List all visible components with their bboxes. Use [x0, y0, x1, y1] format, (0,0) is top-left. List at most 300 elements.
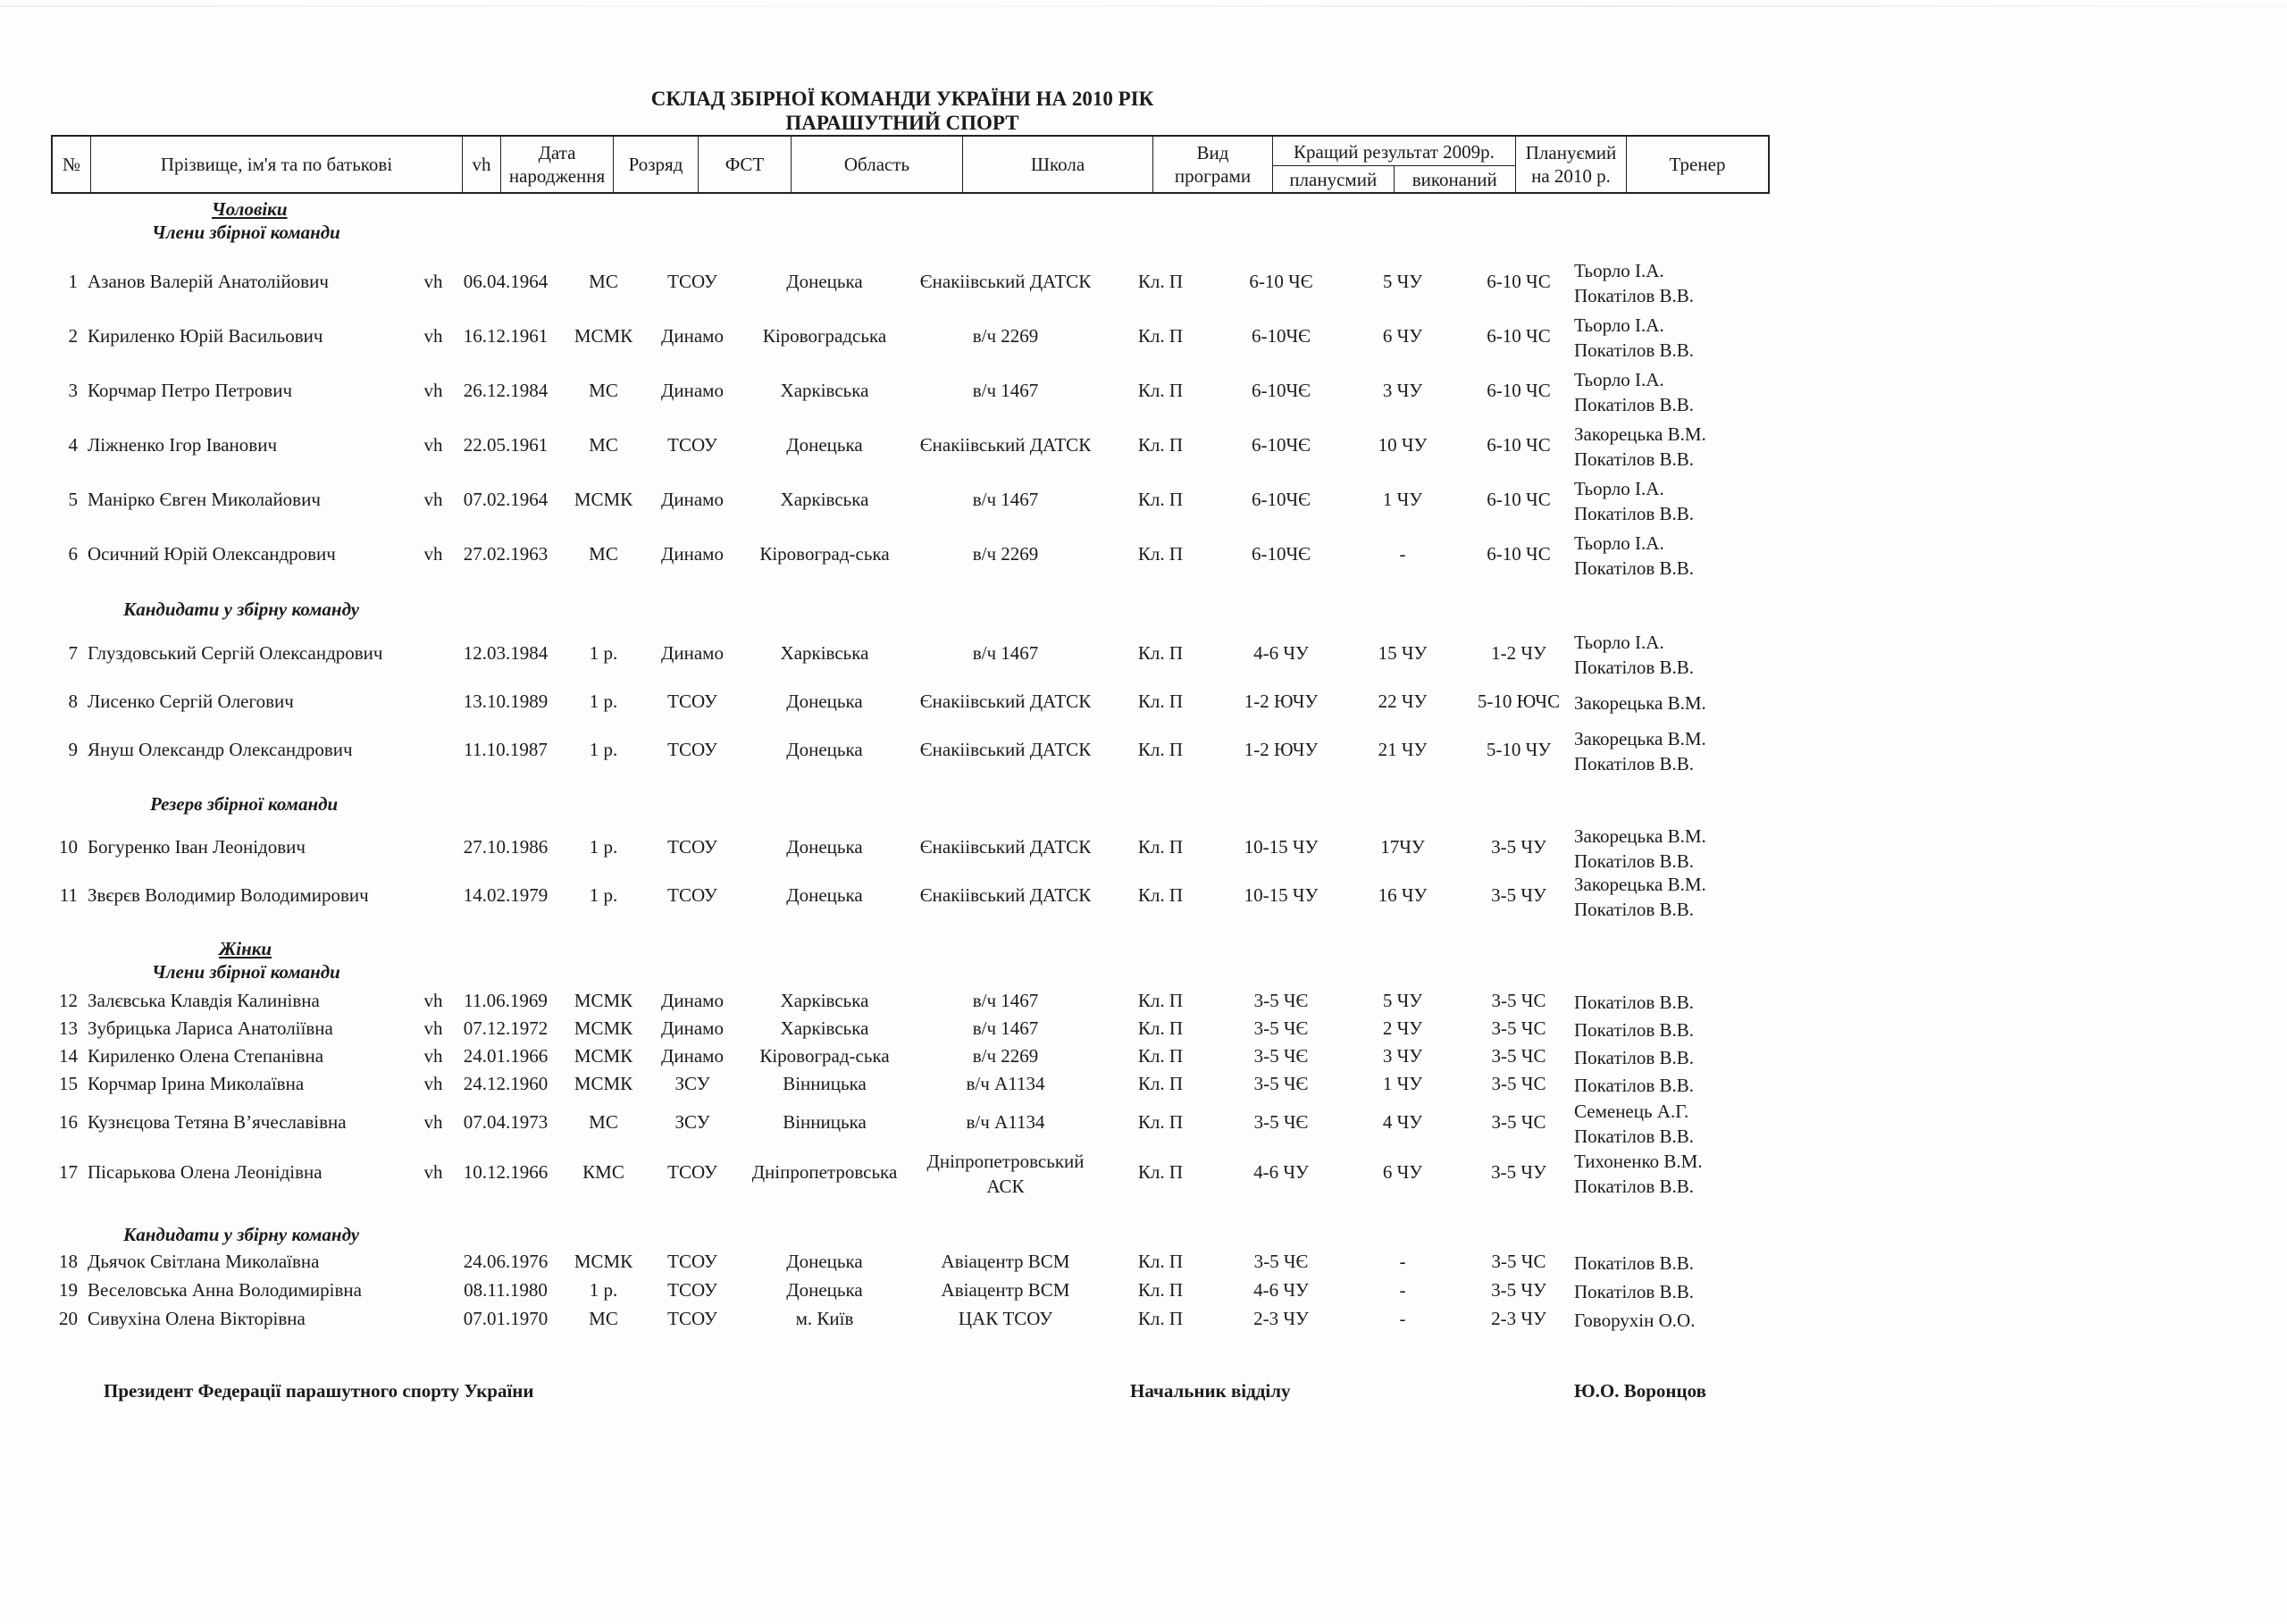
row-rank: 1 р. [589, 1279, 618, 1301]
row-fst: Динамо [661, 325, 724, 347]
row-number: 17 [59, 1161, 78, 1183]
header-fst-label: ФСТ [725, 153, 765, 175]
row-best-planned: 10-15 ЧУ [1244, 884, 1319, 906]
row-name: Сивухіна Олена Вікторівна [88, 1308, 306, 1329]
row-school: в/ч 1467 [972, 489, 1039, 510]
row-coach [1574, 1045, 1694, 1070]
row-number: 9 [68, 739, 78, 760]
row-coach-1: Покатілов В.В. [1574, 992, 1694, 1013]
document-subtitle: ПАРАШУТНИЙ СПОРТ [785, 112, 1019, 134]
row-plan: 1-2 ЧУ [1491, 642, 1546, 664]
row-coach-1: Семенець А.Г. [1574, 1101, 1689, 1122]
row-best-done: 6 ЧУ [1382, 325, 1423, 347]
section-women-candidates: Кандидати у збірну команду [123, 1224, 360, 1245]
row-region: Донецька [786, 1279, 863, 1301]
row-school: в/ч А1134 [966, 1073, 1045, 1094]
row-name: Корчмар Петро Петрович [88, 380, 293, 401]
row-coach-1: Тьорло І.А. [1574, 369, 1664, 390]
row-program: Кл. П [1137, 1251, 1184, 1272]
row-plan: 3-5 ЧС [1491, 990, 1546, 1011]
header-rank-label: Розряд [628, 153, 683, 175]
row-school: в/ч А1134 [966, 1111, 1045, 1133]
row-best-planned: 3-5 ЧЄ [1253, 1045, 1309, 1067]
row-number: 8 [68, 691, 78, 712]
row-coach-1: Покатілов В.В. [1574, 1252, 1694, 1274]
section-men: Чоловіки [212, 198, 288, 220]
row-name: Осичний Юрій Олександрович [88, 543, 336, 565]
header-school-label: Школа [1030, 153, 1085, 175]
row-region: Донецька [786, 1251, 863, 1272]
row-number: 14 [59, 1045, 78, 1067]
row-coach [1574, 258, 1694, 308]
row-coach [1574, 726, 1706, 776]
row-rank: МС [589, 543, 618, 565]
row-name: Глуздовський Сергій Олександрович [88, 642, 383, 664]
row-name: Дьячок Світлана Миколаївна [88, 1251, 320, 1272]
header-school [963, 137, 1153, 192]
header-program [1153, 137, 1273, 192]
row-number: 15 [59, 1073, 78, 1094]
row-region: м. Київ [795, 1308, 854, 1329]
row-number: 3 [68, 380, 78, 401]
row-best-planned: 3-5 ЧЄ [1253, 1017, 1309, 1039]
row-fst: Динамо [661, 990, 724, 1011]
row-dob: 26.12.1984 [463, 380, 549, 401]
row-program: Кл. П [1137, 271, 1184, 292]
row-program: Кл. П [1137, 543, 1184, 565]
row-best-planned: 10-15 ЧУ [1244, 836, 1319, 858]
row-school: Авіацентр ВСМ [941, 1279, 1070, 1301]
row-number: 6 [68, 543, 78, 565]
row-name: Кириленко Юрій Васильович [88, 325, 323, 347]
row-best-done: 5 ЧУ [1382, 271, 1423, 292]
row-school: Єнакіівський ДАТСК [919, 884, 1092, 906]
row-coach [1574, 531, 1694, 581]
row-plan: 3-5 ЧУ [1491, 1279, 1546, 1301]
header-plan [1516, 137, 1627, 192]
row-plan: 3-5 ЧУ [1491, 884, 1546, 906]
row-number: 7 [68, 642, 78, 664]
row-best-planned: 3-5 ЧЄ [1253, 1251, 1309, 1272]
row-coach-2: Покатілов В.В. [1574, 339, 1694, 361]
row-coach [1574, 1073, 1694, 1098]
row-best-planned: 6-10ЧЄ [1251, 325, 1311, 347]
header-vh [463, 137, 501, 192]
row-rank: 1 р. [589, 739, 618, 760]
header-coach [1627, 137, 1768, 192]
row-region: Харківська [780, 380, 869, 401]
header-best-planned: планусмий [1273, 166, 1395, 194]
document-title: СКЛАД ЗБІРНОЇ КОМАНДИ УКРАЇНИ НА 2010 РІК [650, 88, 1154, 110]
row-school: в/ч 1467 [972, 1017, 1039, 1039]
row-fst: ТСОУ [667, 1308, 717, 1329]
row-name: Кириленко Олена Степанівна [88, 1045, 324, 1067]
row-plan: 3-5 ЧС [1491, 1017, 1546, 1039]
header-plan-line2: на 2010 р. [1531, 165, 1611, 187]
row-best-done: 10 ЧУ [1378, 434, 1428, 456]
row-rank: МСМК [574, 1017, 633, 1039]
row-coach-1: Закорецька В.М. [1574, 728, 1706, 749]
row-number: 19 [59, 1279, 78, 1301]
row-vh: vh [423, 380, 443, 401]
row-region: Донецька [786, 691, 863, 712]
row-region: Донецька [786, 271, 863, 292]
row-best-done: 3 ЧУ [1382, 380, 1423, 401]
row-dob: 24.01.1966 [463, 1045, 549, 1067]
row-plan: 6-10 ЧС [1487, 434, 1551, 456]
row-number: 18 [59, 1251, 78, 1272]
header-vh-label: vh [472, 153, 491, 175]
row-region: Харківська [780, 990, 869, 1011]
row-school: Авіацентр ВСМ [941, 1251, 1070, 1272]
row-fst: Динамо [661, 1017, 724, 1039]
row-coach-2: Покатілов В.В. [1574, 557, 1694, 579]
footer-signature: Ю.О. Воронцов [1574, 1380, 1706, 1402]
row-coach [1574, 824, 1706, 874]
row-school: Єнакіівський ДАТСК [919, 739, 1092, 760]
row-program: Кл. П [1137, 990, 1184, 1011]
row-fst: ТСОУ [667, 836, 717, 858]
row-best-planned: 3-5 ЧЄ [1253, 990, 1309, 1011]
row-fst: Динамо [661, 1045, 724, 1067]
header-dob-line2: народження [508, 165, 606, 187]
row-best-planned: 3-5 ЧЄ [1253, 1073, 1309, 1094]
header-no [53, 137, 91, 192]
scan-artifact [0, 5, 2287, 7]
row-best-done: 6 ЧУ [1382, 1161, 1423, 1183]
row-rank: МСМК [574, 1073, 633, 1094]
row-name: Ліжненко Ігор Іванович [88, 434, 278, 456]
row-best-planned: 4-6 ЧУ [1253, 1279, 1309, 1301]
row-region: Кіровоградська [762, 325, 887, 347]
row-school: ЦАК ТСОУ [958, 1308, 1053, 1329]
row-best-planned: 4-6 ЧУ [1253, 642, 1309, 664]
row-fst: ТСОУ [667, 884, 717, 906]
header-dob [501, 137, 614, 192]
row-best-planned: 6-10 ЧЄ [1249, 271, 1313, 292]
row-coach-1: Тьорло І.А. [1574, 478, 1664, 499]
row-fst: ЗСУ [674, 1111, 710, 1133]
row-number: 10 [59, 836, 78, 858]
row-region: Харківська [780, 489, 869, 510]
row-best-done: 2 ЧУ [1382, 1017, 1423, 1039]
row-program: Кл. П [1137, 884, 1184, 906]
row-coach [1574, 1251, 1694, 1276]
row-region: Донецька [786, 739, 863, 760]
row-coach-1: Тьорло І.А. [1574, 632, 1664, 653]
header-name [91, 137, 463, 192]
footer-head: Начальник відділу [1130, 1380, 1291, 1402]
row-rank: МС [589, 434, 618, 456]
row-dob: 07.01.1970 [463, 1308, 549, 1329]
row-coach-2: Покатілов В.В. [1574, 285, 1694, 306]
row-program: Кл. П [1137, 1073, 1184, 1094]
row-best-done: 21 ЧУ [1378, 739, 1428, 760]
header-best-sub [1273, 166, 1515, 194]
row-best-done: 16 ЧУ [1378, 884, 1428, 906]
row-region: Кіровоград-ська [759, 543, 890, 565]
header-no-label: № [62, 153, 81, 175]
row-region: Донецька [786, 434, 863, 456]
row-vh: vh [423, 325, 443, 347]
row-best-done: 22 ЧУ [1378, 691, 1428, 712]
row-region: Дніпропетровська [751, 1161, 898, 1183]
row-region: Донецька [786, 884, 863, 906]
row-vh: vh [423, 543, 443, 565]
row-coach [1574, 476, 1694, 526]
row-name: Звєрєв Володимир Володимирович [88, 884, 369, 906]
header-rank [614, 137, 699, 192]
row-best-planned: 6-10ЧЄ [1251, 543, 1311, 565]
row-dob: 27.10.1986 [463, 836, 549, 858]
row-program: Кл. П [1137, 642, 1184, 664]
row-best-planned: 6-10ЧЄ [1251, 489, 1311, 510]
row-program: Кл. П [1137, 1017, 1184, 1039]
row-school: Єнакіівський ДАТСК [919, 691, 1092, 712]
row-region: Вінницька [783, 1073, 867, 1094]
row-vh: vh [423, 1045, 443, 1067]
row-name: Зубрицька Лариса Анатоліївна [88, 1017, 333, 1039]
row-coach-1: Закорецька В.М. [1574, 423, 1706, 445]
row-dob: 12.03.1984 [463, 642, 549, 664]
section-men-reserve: Резерв збірної команди [150, 793, 339, 815]
row-best-done: - [1399, 543, 1406, 565]
row-vh: vh [423, 1111, 443, 1133]
row-coach [1574, 422, 1706, 472]
row-coach-1: Покатілов В.В. [1574, 1075, 1694, 1096]
row-best-done: 1 ЧУ [1382, 489, 1423, 510]
header-best-title: Кращий результат 2009р. [1273, 138, 1515, 166]
row-number: 20 [59, 1308, 78, 1329]
row-best-planned: 1-2 ЮЧУ [1244, 691, 1319, 712]
row-number: 12 [59, 990, 78, 1011]
row-coach [1574, 872, 1706, 922]
row-school: Єнакіівський ДАТСК [919, 271, 1092, 292]
header-best-result [1273, 137, 1516, 192]
row-coach [1574, 1149, 1703, 1199]
row-school: в/ч 1467 [972, 990, 1039, 1011]
row-coach-2: Покатілов В.В. [1574, 394, 1694, 415]
row-fst: ТСОУ [667, 691, 717, 712]
row-dob: 14.02.1979 [463, 884, 549, 906]
row-plan: 6-10 ЧС [1487, 489, 1551, 510]
row-number: 2 [68, 325, 78, 347]
row-coach [1574, 1017, 1694, 1042]
row-dob: 07.02.1964 [463, 489, 549, 510]
row-name: Залєвська Клавдія Калинівна [88, 990, 320, 1011]
row-name: Азанов Валерій Анатолійович [88, 271, 329, 292]
row-rank: МС [589, 1308, 618, 1329]
row-coach-1: Тьорло І.А. [1574, 260, 1664, 281]
row-vh: vh [423, 271, 443, 292]
row-number: 5 [68, 489, 78, 510]
row-school: в/ч 1467 [972, 642, 1039, 664]
row-dob: 24.12.1960 [463, 1073, 549, 1094]
row-coach-2: Покатілов В.В. [1574, 1126, 1694, 1147]
header-program-line1: Вид [1196, 141, 1229, 163]
row-fst: ТСОУ [667, 1251, 717, 1272]
header-region-label: Область [843, 153, 910, 175]
row-best-planned: 4-6 ЧУ [1253, 1161, 1309, 1183]
row-program: Кл. П [1137, 691, 1184, 712]
row-best-planned: 6-10ЧЄ [1251, 434, 1311, 456]
row-fst: ТСОУ [667, 1279, 717, 1301]
row-plan: 3-5 ЧС [1491, 1251, 1546, 1272]
row-rank: 1 р. [589, 642, 618, 664]
row-coach-2: Покатілов В.В. [1574, 899, 1694, 920]
row-school: Єнакіівський ДАТСК [919, 836, 1092, 858]
footer-president: Президент Федерації парашутного спорту України [104, 1380, 534, 1402]
row-fst: ТСОУ [667, 1161, 717, 1183]
row-program: Кл. П [1137, 836, 1184, 858]
row-region: Харківська [780, 1017, 869, 1039]
row-rank: МС [589, 1111, 618, 1133]
row-coach-1: Покатілов В.В. [1574, 1281, 1694, 1302]
row-region: Донецька [786, 836, 863, 858]
row-program: Кл. П [1137, 1308, 1184, 1329]
row-vh: vh [423, 1073, 443, 1094]
row-plan: 6-10 ЧС [1487, 271, 1551, 292]
row-best-planned: 1-2 ЮЧУ [1244, 739, 1319, 760]
row-fst: Динамо [661, 642, 724, 664]
row-best-planned: 6-10ЧЄ [1251, 380, 1311, 401]
row-region: Харківська [780, 642, 869, 664]
row-name: Януш Олександр Олександрович [88, 739, 353, 760]
row-number: 4 [68, 434, 78, 456]
row-program: Кл. П [1137, 325, 1184, 347]
row-dob: 10.12.1966 [463, 1161, 549, 1183]
row-best-done: - [1399, 1251, 1406, 1272]
header-dob-line1: Дата [538, 141, 576, 163]
row-coach-1: Тьорло І.А. [1574, 314, 1664, 336]
row-plan: 5-10 ЮЧС [1477, 691, 1561, 712]
row-plan: 3-5 ЧУ [1491, 836, 1546, 858]
row-best-done: 5 ЧУ [1382, 990, 1423, 1011]
row-vh: vh [423, 990, 443, 1011]
row-rank: МС [589, 271, 618, 292]
row-plan: 3-5 ЧС [1491, 1111, 1546, 1133]
row-plan: 3-5 ЧС [1491, 1073, 1546, 1094]
row-dob: 16.12.1961 [463, 325, 549, 347]
header-fst [699, 137, 792, 192]
row-number: 13 [59, 1017, 78, 1039]
row-coach [1574, 990, 1694, 1015]
header-program-line2: програми [1174, 165, 1252, 187]
row-dob: 07.12.1972 [463, 1017, 549, 1039]
row-coach-1: Тьорло І.А. [1574, 532, 1664, 554]
row-name: Богуренко Іван Леонідович [88, 836, 306, 858]
header-plan-line1: Плануємий [1525, 141, 1617, 163]
row-rank: МСМК [574, 1251, 633, 1272]
row-rank: МС [589, 380, 618, 401]
row-fst: ТСОУ [667, 739, 717, 760]
row-coach-1: Говорухін О.О. [1574, 1310, 1696, 1331]
row-name: Веселовська Анна Володимирівна [88, 1279, 362, 1301]
row-coach-2: Покатілов В.В. [1574, 503, 1694, 524]
row-coach [1574, 630, 1694, 680]
row-best-done: - [1399, 1308, 1406, 1329]
row-coach [1574, 1308, 1695, 1333]
header-name-label: Прізвище, ім'я та по батькові [160, 153, 393, 175]
row-fst: Динамо [661, 380, 724, 401]
row-school: в/ч 1467 [972, 380, 1039, 401]
row-name: Кузнєцова Тетяна В’ячеславівна [88, 1111, 347, 1133]
row-name: Лисенко Сергій Олегович [88, 691, 294, 712]
row-coach-1: Тихоненко В.М. [1574, 1151, 1703, 1172]
row-best-done: - [1399, 1279, 1406, 1301]
row-plan: 2-3 ЧУ [1491, 1308, 1546, 1329]
row-coach-1: Закорецька В.М. [1574, 874, 1706, 895]
row-best-done: 15 ЧУ [1378, 642, 1428, 664]
row-name: Манірко Євген Миколайович [88, 489, 321, 510]
section-men-candidates: Кандидати у збірну команду [123, 599, 360, 620]
row-coach [1574, 1279, 1694, 1304]
row-vh: vh [423, 434, 443, 456]
row-school: Єнакіівський ДАТСК [919, 434, 1092, 456]
row-fst: Динамо [661, 489, 724, 510]
row-fst: Динамо [661, 543, 724, 565]
row-program: Кл. П [1137, 1111, 1184, 1133]
row-coach [1574, 367, 1694, 417]
row-dob: 08.11.1980 [464, 1279, 548, 1301]
row-name: Корчмар Ірина Миколаївна [88, 1073, 305, 1094]
row-plan: 6-10 ЧС [1487, 543, 1551, 565]
row-best-planned: 2-3 ЧУ [1253, 1308, 1309, 1329]
row-plan: 3-5 ЧС [1491, 1045, 1546, 1067]
row-region: Вінницька [783, 1111, 867, 1133]
row-dob: 27.02.1963 [463, 543, 549, 565]
row-coach [1574, 691, 1706, 716]
row-program: Кл. П [1137, 1045, 1184, 1067]
row-rank: КМС [582, 1161, 624, 1183]
row-fst: ТСОУ [667, 271, 717, 292]
row-plan: 6-10 ЧС [1487, 325, 1551, 347]
row-coach [1574, 1099, 1694, 1149]
row-coach-1: Покатілов В.В. [1574, 1019, 1694, 1041]
row-coach-2: Покатілов В.В. [1574, 850, 1694, 872]
row-rank: 1 р. [589, 836, 618, 858]
row-name: Пісарькова Олена Леонідівна [88, 1161, 323, 1183]
row-best-done: 1 ЧУ [1382, 1073, 1423, 1094]
row-number: 11 [59, 884, 78, 906]
section-women-members: Члени збірної команди [152, 961, 340, 983]
row-vh: vh [423, 489, 443, 510]
row-program: Кл. П [1137, 380, 1184, 401]
row-best-planned: 3-5 ЧЄ [1253, 1111, 1309, 1133]
row-coach-2: Покатілов В.В. [1574, 753, 1694, 774]
row-fst: ЗСУ [674, 1073, 710, 1094]
row-program: Кл. П [1137, 434, 1184, 456]
row-number: 1 [68, 271, 78, 292]
row-rank: 1 р. [589, 691, 618, 712]
row-program: Кл. П [1137, 489, 1184, 510]
row-dob: 11.06.1969 [464, 990, 548, 1011]
row-school: в/ч 2269 [972, 543, 1039, 565]
row-rank: МСМК [574, 1045, 633, 1067]
row-coach-1: Покатілов В.В. [1574, 1047, 1694, 1068]
row-rank: МСМК [574, 325, 633, 347]
row-vh: vh [423, 1161, 443, 1183]
row-coach [1574, 313, 1694, 363]
header-region [792, 137, 963, 192]
row-best-done: 4 ЧУ [1382, 1111, 1423, 1133]
header-best-done: виконаний [1412, 169, 1497, 190]
table-header [51, 135, 1770, 194]
row-school-line2: АСК [986, 1176, 1025, 1197]
row-rank: 1 р. [589, 884, 618, 906]
row-best-done: 3 ЧУ [1382, 1045, 1423, 1067]
row-plan: 6-10 ЧС [1487, 380, 1551, 401]
